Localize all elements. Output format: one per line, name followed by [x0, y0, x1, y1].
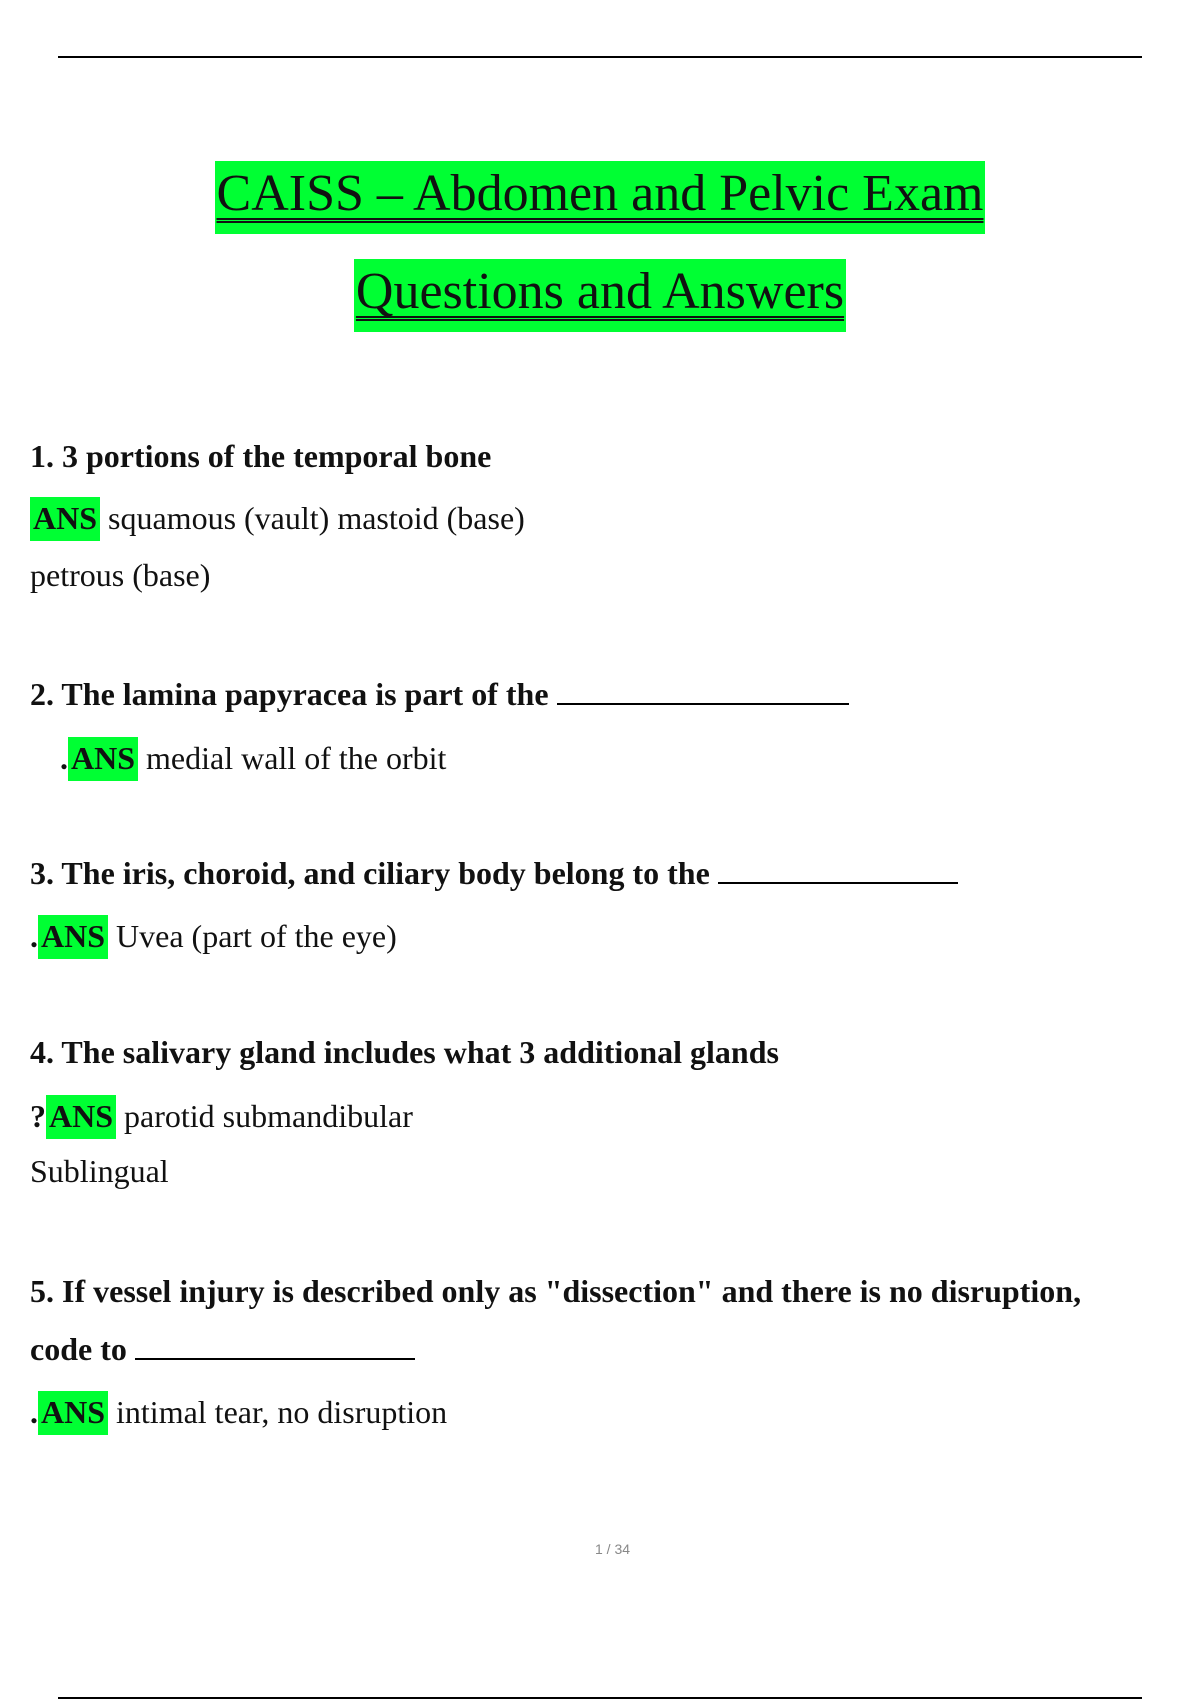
answer-2: [60, 737, 446, 781]
ans-badge: ANS: [38, 915, 108, 959]
answer-4-continuation: Sublingual: [30, 1153, 169, 1189]
answer-5-text: intimal tear, no disruption: [116, 1394, 448, 1430]
answer-1-continuation: petrous (base): [30, 557, 211, 593]
header-rule: [58, 56, 1142, 58]
answer-3: [30, 915, 397, 959]
answer-1-text: squamous (vault) mastoid (base): [108, 500, 525, 536]
question-5-continuation: [30, 1333, 415, 1365]
answer-blank: [718, 862, 958, 884]
question-5: 5. If vessel injury is described only as "dissection" and there is no disruption,: [30, 1273, 1082, 1309]
answer-blank: [557, 683, 849, 705]
document-title-line-1: CAISS – Abdomen and Pelvic Exam: [0, 168, 1200, 220]
answer-2-lead: .: [60, 740, 68, 776]
answer-3-text: Uvea (part of the eye): [116, 918, 397, 954]
question-1: 1. 3 portions of the temporal bone: [30, 438, 492, 474]
question-3: [30, 857, 958, 889]
page-number: 1 / 34: [594, 1541, 631, 1557]
document-title-line-2: Questions and Answers: [0, 266, 1200, 318]
ans-badge: ANS: [46, 1095, 116, 1139]
question-2: [30, 678, 849, 710]
question-3-text: 3. The iris, choroid, and ciliary body belong to the: [30, 855, 710, 891]
question-4: 4. The salivary gland includes what 3 additional glands: [30, 1034, 779, 1070]
answer-4-text: parotid submandibular: [124, 1098, 413, 1134]
answer-2-text: medial wall of the orbit: [146, 740, 447, 776]
answer-1: [30, 497, 525, 541]
question-2-text: 2. The lamina papyracea is part of the: [30, 676, 549, 712]
answer-5: [30, 1391, 447, 1435]
answer-3-lead: .: [30, 918, 38, 954]
answer-blank: [135, 1338, 415, 1360]
ans-badge: ANS: [38, 1391, 108, 1435]
footer-rule: [58, 1697, 1142, 1699]
answer-5-lead: .: [30, 1394, 38, 1430]
answer-4: [30, 1095, 413, 1139]
ans-badge: ANS: [68, 737, 138, 781]
question-5-cont-text: code to: [30, 1331, 127, 1367]
answer-4-lead: ?: [30, 1098, 46, 1134]
ans-badge: ANS: [30, 497, 100, 541]
